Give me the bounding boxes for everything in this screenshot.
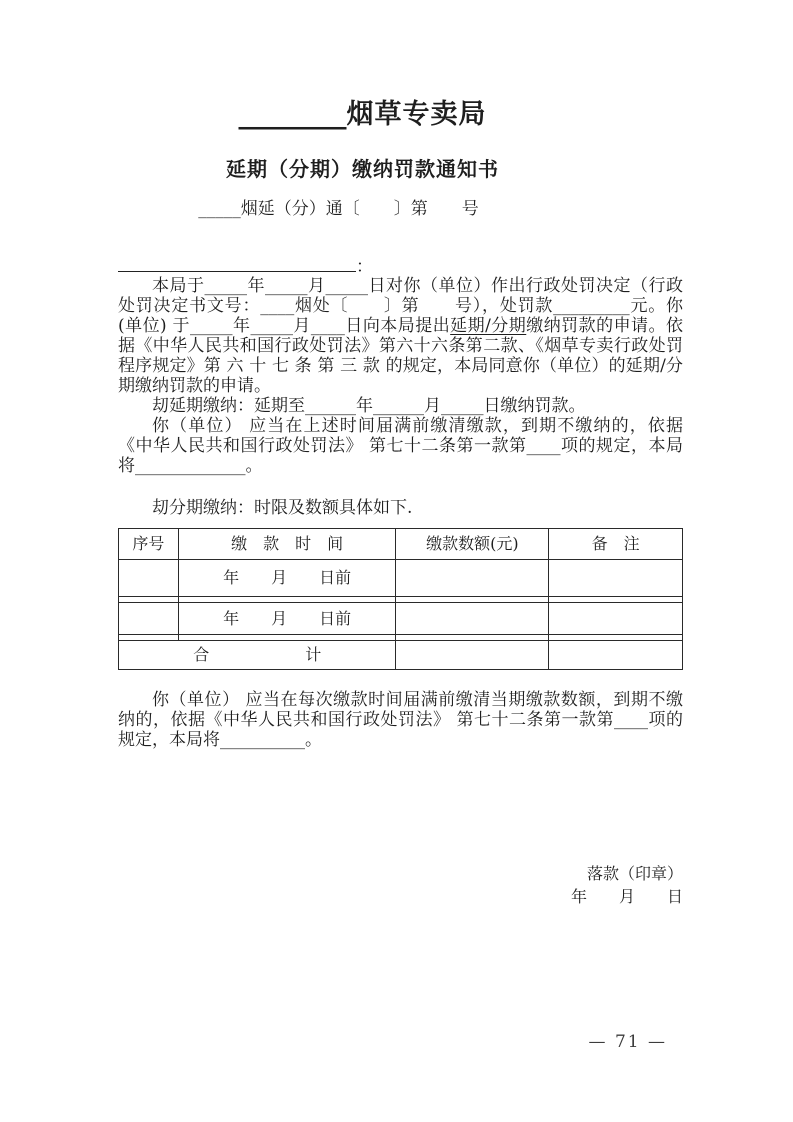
paragraph-decision-seg2: 缴纳罚款的申请。依据《中华人民共和国行政处罚法》第六十六条第二款、《烟草专卖行政处罚程序规定》第 六 十 七 条 第 三 款 的规定，本局同意你（单位）的延期/分期缴纳罚款的申请。 [118,316,683,396]
title-text: 烟草专卖局 [346,99,487,130]
document-title [80,98,645,132]
signature-seal-label: 落款（印章） [586,864,683,883]
table-cell-time: 年 月 日前 [178,603,396,635]
table-header-amount: 缴款数额(元) [396,529,549,560]
doc-number-text: 烟延（分）通〔 〕第 号 [240,199,479,219]
table-total-label: 合 计 [119,641,396,670]
signature-block [118,862,683,908]
table-cell-amount [396,603,549,635]
title-blank-line: ________ [238,99,347,130]
table-header-row [119,529,683,560]
table-header-seq: 序号 [119,529,179,560]
addressee-blank-line [118,256,356,272]
paragraph-deferred-option: 刧延期缴纳：延期至______年______月_____日缴纳罚款。 [152,396,586,416]
table-cell-amount [396,560,549,597]
table-cell-note [549,603,683,635]
table-cell-seq [119,560,179,597]
paragraph-installment-option: 刧分期缴纳：时限及数额具体如下. [152,498,413,518]
table-cell-seq [119,603,179,635]
paragraph-decision-seg1: 本局于_____年_____月_____日对你（单位）作出行政处罚决定（行政处罚决定书文号：____烟处〔 〕第 号），处罚款_________元。你(单位) 于_____年_____月____日向本局提出 [118,276,683,336]
table-cell-note [549,560,683,597]
doc-number-blank: _____ [198,199,241,219]
paragraph-installment-warning: 你（单位） 应当在每次缴款时间届满前缴清当期缴款数额，到期不缴纳的，依据《中华人民共和国行政处罚法》 第七十二条第一款第____项的规定，本局将__________。 [118,690,683,750]
table-total-row [119,641,683,670]
salutation-line [118,256,683,276]
document-subtitle: 延期（分期）缴纳罚款通知书 [226,157,499,181]
installment-table [118,528,683,670]
table-header-note: 备 注 [549,529,683,560]
table-total-amount [396,641,549,670]
salutation-colon: ： [356,257,373,277]
table-row [119,560,683,597]
page-number: — 71 — [588,1032,667,1052]
document-number-line [56,198,621,220]
table-header-time: 缴 款 时 间 [178,529,396,560]
table-row [119,603,683,635]
table-cell-time: 年 月 日前 [178,560,396,597]
document-body [118,256,683,908]
paragraph-decision [118,276,683,396]
paragraph-decision-underlined: 延期/分期 [450,316,527,336]
signature-date-line: 年 月 日 [570,887,683,906]
document-content [118,0,683,908]
table-total-note [549,641,683,670]
paragraph-deferred-warning: 你（单位） 应当在上述时间届满前缴清缴款，到期不缴纳的，依据《中华人民共和国行政处罚法》 第七十二条第一款第____项的规定，本局将_____________。 [118,416,683,476]
